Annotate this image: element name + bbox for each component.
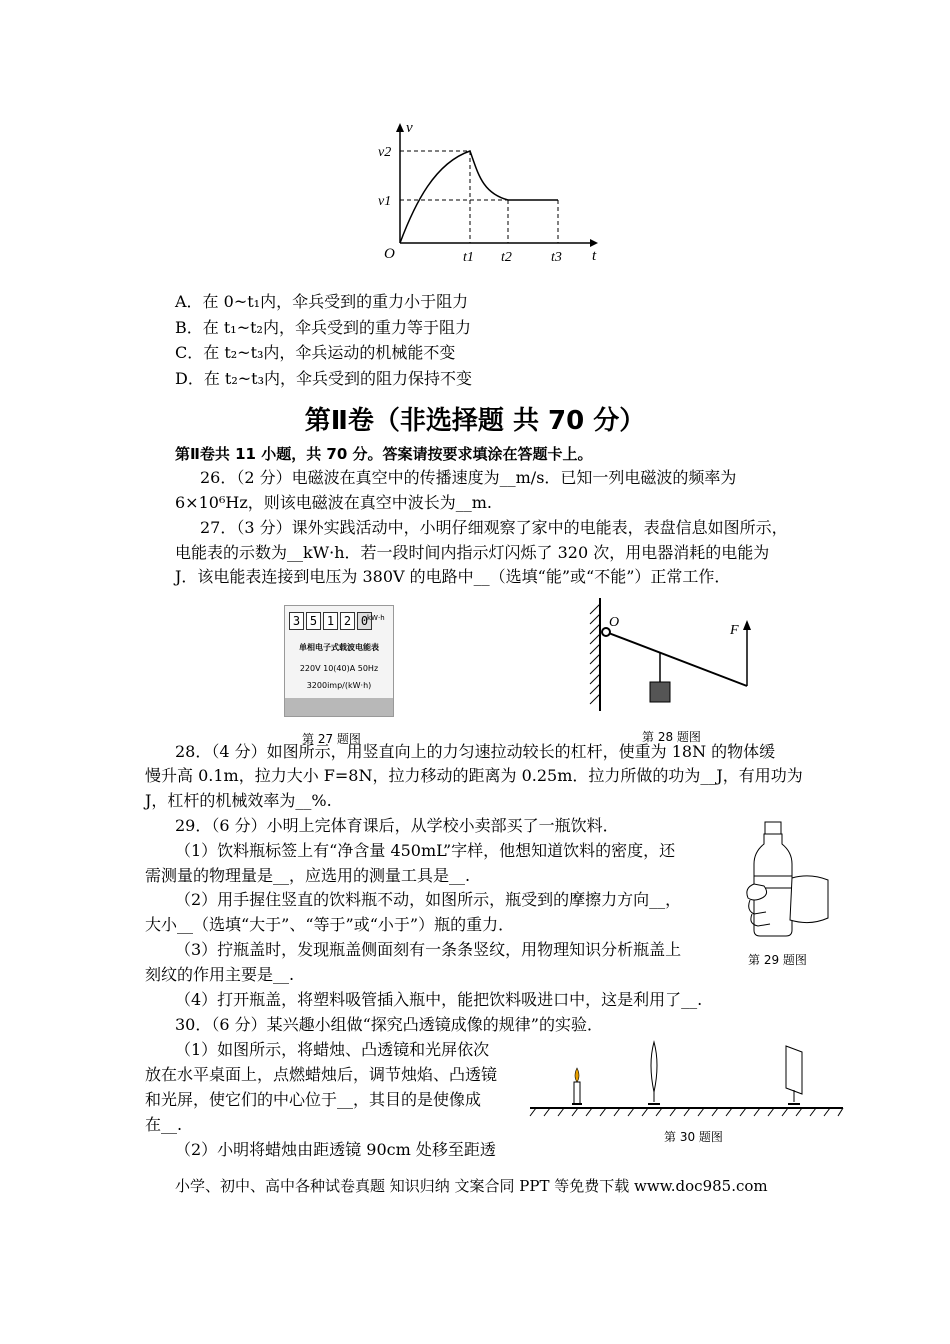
meter-digit: 3 xyxy=(289,612,304,630)
q30-line2: （1）如图所示，将蜡烛、凸透镜和光屏依次 xyxy=(175,1040,490,1059)
q29-line3: 需测量的物理量是__，应选用的测量工具是__. xyxy=(145,866,471,885)
q30-line1: 30．（6 分）某兴趣小组做“探究凸透镜成像的规律”的实验． xyxy=(175,1015,603,1034)
x-axis-label: t xyxy=(592,248,597,264)
electric-meter xyxy=(284,605,394,717)
meter-spec-1: 220V 10(40)A 50Hz xyxy=(299,664,379,673)
q28-line3: J，杠杆的机械效率为__%. xyxy=(145,791,332,810)
fig27-caption: 第 27 题图 xyxy=(302,732,361,746)
option-b: B．在 t₁~t₂内，伞兵受到的重力等于阻力 xyxy=(175,318,471,337)
q28-line2: 慢升高 0.1m，拉力大小 F=8N，拉力移动的距离为 0.25m．拉力所做的功为__J，有用功为 xyxy=(145,766,803,785)
meter-digit: 1 xyxy=(323,612,338,630)
meter-digit: 0 xyxy=(357,612,372,630)
q27-line2: 电能表的示数为__kW·h．若一段时间内指示灯闪烁了 320 次，用电器消耗的电能为 xyxy=(175,543,770,562)
meter-spec-2: 3200imp/(kW·h) xyxy=(306,681,372,690)
fig29-caption: 第 29 题图 xyxy=(748,953,807,967)
q27-line1: 27．（3 分）课外实践活动中，小明仔细观察了家中的电能表，表盘信息如图所示， xyxy=(200,518,788,537)
t3-label: t3 xyxy=(551,250,562,265)
section-note: 第Ⅱ卷共 11 小题，共 70 分。答案请按要求填涂在答题卡上。 xyxy=(175,445,593,463)
t1-label: t1 xyxy=(463,250,474,265)
q26-line2: 6×10⁶Hz，则该电磁波在真空中波长为__m. xyxy=(175,493,493,512)
v2-label: v2 xyxy=(378,145,392,160)
q26-line1: 26．（2 分）电磁波在真空中的传播速度为__m/s．已知一列电磁波的频率为 xyxy=(200,468,737,487)
v1-label: v1 xyxy=(378,194,392,209)
meter-reading xyxy=(289,612,372,630)
meter-digit: 5 xyxy=(306,612,321,630)
q28-line1: 28．（4 分）如图所示，用竖直向上的力匀速拉动较长的杠杆，使重为 18N 的物体缓 xyxy=(175,742,776,761)
bottle-hand-figure xyxy=(740,818,830,940)
q30-line5: 在__. xyxy=(145,1115,183,1134)
q30-line4: 和光屏，使它们的中心位于__，其目的是使像成 xyxy=(145,1090,482,1109)
q30-line6: （2）小明将蜡烛由距透镜 90cm 处移至距透 xyxy=(175,1140,496,1159)
meter-unit: kW·h xyxy=(367,614,385,622)
optical-bench-figure xyxy=(528,1038,848,1120)
option-a: A．在 0~t₁内，伞兵受到的重力小于阻力 xyxy=(175,292,469,311)
q27-line3: J．该电能表连接到电压为 380V 的电路中__（选填“能”或“不能”）正常工作． xyxy=(175,567,731,586)
origin-label: O xyxy=(384,246,395,262)
lever-figure xyxy=(585,596,765,716)
option-d: D．在 t₂~t₃内，伞兵受到的阻力保持不变 xyxy=(175,369,473,388)
footer: 小学、初中、高中各种试卷真题 知识归纳 文案合同 PPT 等免费下载 www.doc985.com xyxy=(175,1177,768,1195)
meter-digit: 2 xyxy=(340,612,355,630)
meter-base xyxy=(285,698,393,716)
q29-line7: 刻纹的作用主要是__. xyxy=(145,965,295,984)
option-c: C．在 t₂~t₃内，伞兵运动的机械能不变 xyxy=(175,343,456,362)
fig30-caption: 第 30 题图 xyxy=(664,1130,723,1144)
section-title: 第Ⅱ卷（非选择题 共 70 分） xyxy=(304,406,646,436)
velocity-time-graph xyxy=(370,118,610,268)
pivot-label: O xyxy=(609,615,620,630)
q29-line6: （3）拧瓶盖时，发现瓶盖侧面刻有一条条竖纹，用物理知识分析瓶盖上 xyxy=(175,940,682,959)
q29-line1: 29．（6 分）小明上完体育课后，从学校小卖部买了一瓶饮料． xyxy=(175,816,619,835)
force-label: F xyxy=(730,623,739,638)
q29-line4: （2）用手握住竖直的饮料瓶不动，如图所示，瓶受到的摩擦力方向__， xyxy=(175,890,682,909)
t2-label: t2 xyxy=(501,250,512,265)
meter-name: 单相电子式载波电能表 xyxy=(299,643,379,652)
q29-line5: 大小__（选填“大于”、“等于”或“小于”）瓶的重力． xyxy=(145,915,515,934)
fig28-caption: 第 28 题图 xyxy=(642,730,701,744)
y-axis-label: v xyxy=(406,120,413,136)
q29-line8: （4）打开瓶盖，将塑料吸管插入瓶中，能把饮料吸进口中，这是利用了__. xyxy=(175,990,703,1009)
q29-line2: （1）饮料瓶标签上有“净含量 450mL”字样，他想知道饮料的密度，还 xyxy=(175,841,676,860)
q30-line3: 放在水平桌面上，点燃蜡烛后，调节烛焰、凸透镜 xyxy=(145,1065,498,1084)
